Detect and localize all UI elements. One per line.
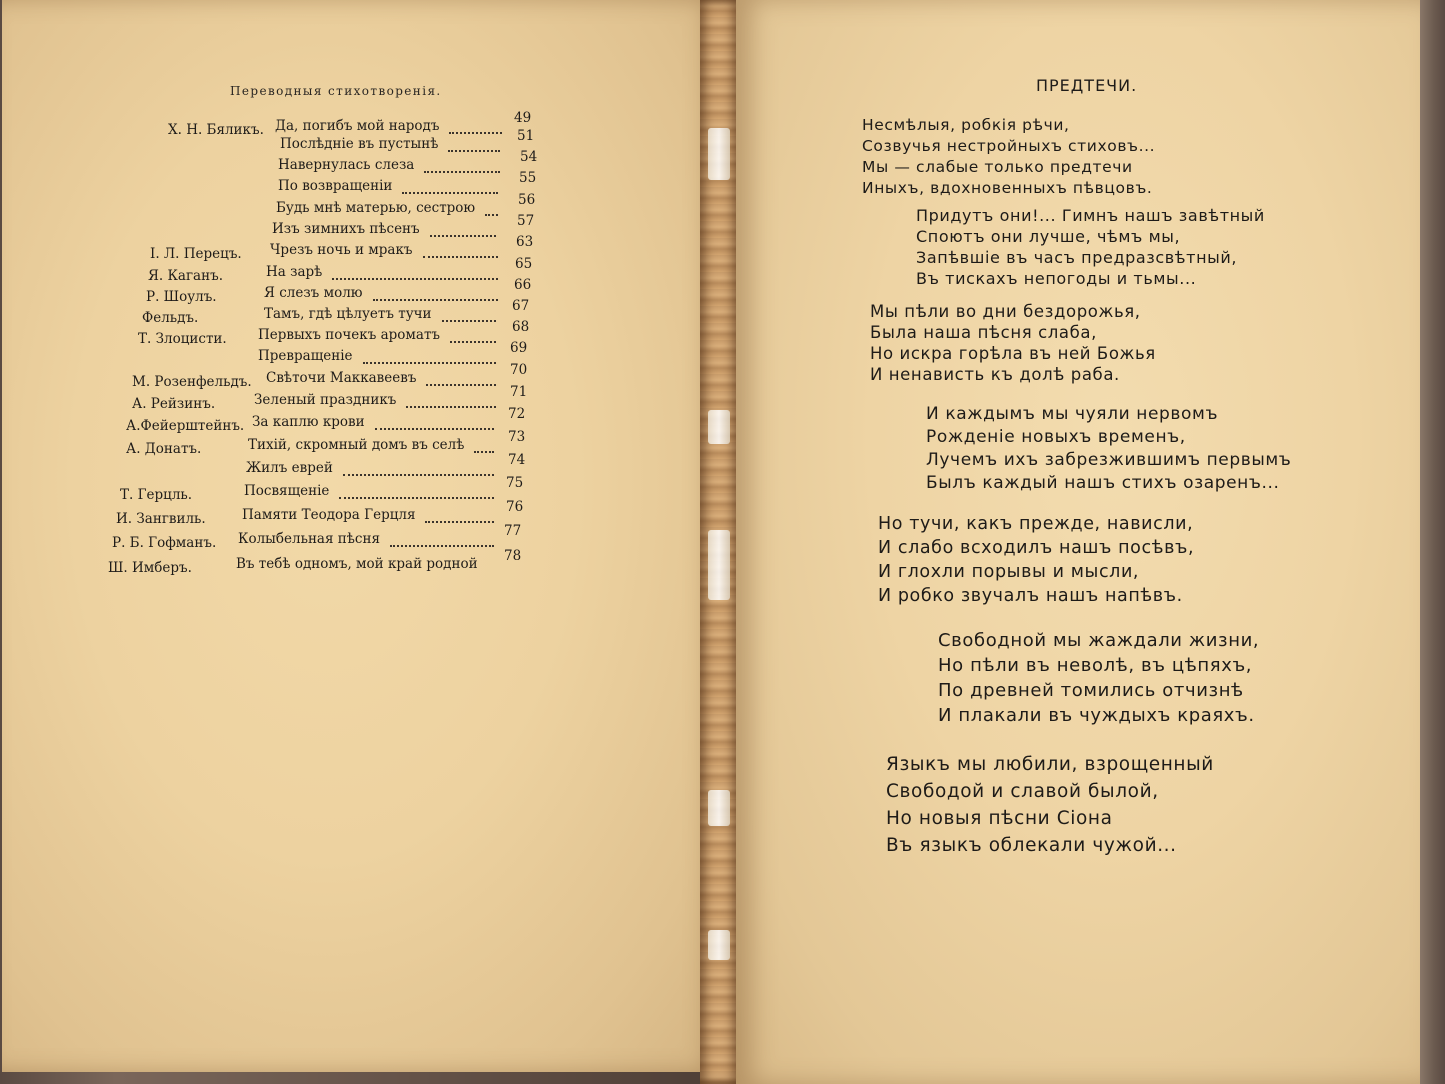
- poem-line: Мы — слабые только предтечи: [862, 158, 1133, 176]
- poem-line: Но искра горѣла въ ней Божья: [870, 344, 1156, 363]
- toc-page-number: 71: [510, 384, 528, 400]
- poem-line: Лучемъ ихъ забрезжившимъ первымъ: [926, 450, 1292, 470]
- toc-page-number: 73: [508, 429, 526, 445]
- toc-title: Изъ зимнихъ пѣсенъ: [272, 221, 420, 237]
- toc-page-number: 75: [506, 475, 524, 491]
- toc-author: Я. Каганъ.: [148, 268, 223, 284]
- toc-title: Превращеніе: [258, 348, 353, 364]
- toc-title: Я слезъ молю: [264, 285, 363, 301]
- leader-dots: [449, 130, 502, 134]
- toc-author: Р. Б. Гофманъ.: [112, 535, 217, 551]
- left-page: [2, 0, 720, 1072]
- leader-dots: [442, 318, 496, 322]
- leader-dots: [485, 212, 498, 216]
- toc-author: І. Л. Перецъ.: [150, 246, 242, 262]
- poem-line: И робко звучалъ нашъ напѣвъ.: [878, 586, 1183, 606]
- poem-line: Споютъ они лучше, чѣмъ мы,: [916, 227, 1181, 246]
- toc-title: Свѣточи Маккавеевъ: [266, 370, 417, 386]
- poem-line: Въ языкъ облекали чужой...: [886, 835, 1177, 856]
- toc-page-number: 57: [517, 213, 535, 229]
- toc-page-number: 72: [508, 406, 526, 422]
- toc-title: Первыхъ почекъ ароматъ: [258, 327, 441, 343]
- poem-line: Свободной мы жаждали жизни,: [938, 630, 1260, 651]
- binding-thread: [708, 530, 730, 600]
- toc-title: Послѣдніе въ пустынѣ: [280, 136, 439, 152]
- poem-title: ПРЕДТЕЧИ.: [1036, 76, 1138, 95]
- toc-title: Жилъ еврей: [246, 460, 333, 476]
- toc-page-number: 78: [504, 548, 522, 564]
- toc-title: Зеленый праздникъ: [254, 392, 397, 408]
- binding-thread: [708, 410, 730, 444]
- toc-author: А.Фейерштейнъ.: [126, 418, 245, 434]
- toc-author: Р. Шоулъ.: [146, 289, 217, 305]
- leader-dots: [448, 148, 500, 152]
- toc-page-number: 69: [510, 340, 528, 356]
- leader-dots: [426, 382, 496, 386]
- toc-title: За каплю крови: [252, 414, 365, 430]
- toc-page-number: 56: [518, 192, 536, 208]
- toc-page-number: 67: [512, 298, 530, 314]
- poem-line: И каждымъ мы чуяли нервомъ: [926, 404, 1219, 424]
- leader-dots: [424, 169, 500, 173]
- toc-page-number: 49: [514, 110, 532, 126]
- poem-line: Несмѣлыя, робкія рѣчи,: [862, 116, 1070, 134]
- poem-line: По древней томились отчизнѣ: [938, 680, 1244, 701]
- toc-author: И. Зангвиль.: [116, 511, 206, 527]
- poem-line: Рожденіе новыхъ временъ,: [926, 427, 1186, 447]
- leader-dots: [390, 543, 494, 547]
- toc-author: Фельдъ.: [142, 310, 199, 326]
- poem-line: Запѣвшіе въ часъ предразсвѣтный,: [916, 248, 1238, 267]
- leader-dots: [430, 233, 496, 237]
- toc-author: А. Рейзинъ.: [132, 396, 216, 412]
- toc-title: Будь мнѣ матерью, сестрою: [276, 200, 476, 216]
- leader-dots: [339, 495, 494, 499]
- leader-dots: [425, 519, 494, 523]
- poem-line: Иныхъ, вдохновенныхъ пѣвцовъ.: [862, 179, 1153, 197]
- toc-title: Навернулась слеза: [278, 157, 415, 173]
- toc-page-number: 55: [519, 170, 537, 186]
- poem-line: Былъ каждый нашъ стихъ озаренъ...: [926, 473, 1280, 493]
- toc-page-number: 76: [506, 499, 524, 515]
- poem-line: И слабо всходилъ нашъ посѣвъ,: [878, 538, 1195, 558]
- poem-line: И глохли порывы и мысли,: [878, 562, 1140, 582]
- toc-author: А. Донатъ.: [126, 441, 202, 457]
- leader-dots: [450, 339, 496, 343]
- toc-title: Колыбельная пѣсня: [238, 531, 381, 547]
- toc-page-number: 51: [517, 128, 535, 144]
- toc-page-number: 77: [504, 523, 522, 539]
- leader-dots: [423, 254, 498, 258]
- cover-edge: [1418, 0, 1445, 1084]
- toc-title: Да, погибъ мой народъ: [275, 118, 440, 134]
- poem-line: Свободой и славой былой,: [886, 781, 1159, 802]
- leader-dots: [474, 449, 494, 453]
- poem-line: И ненависть къ долѣ раба.: [870, 365, 1120, 384]
- toc-page-number: 74: [508, 452, 526, 468]
- toc-title: Тихій, скромный домъ въ селѣ: [248, 437, 465, 453]
- toc-title: Чрезъ ночь и мракъ: [270, 242, 413, 258]
- leader-dots: [373, 297, 498, 301]
- leader-dots: [332, 276, 498, 280]
- toc-author: Т. Герцль.: [120, 487, 193, 503]
- toc-author: Ш. Имберъ.: [108, 560, 192, 576]
- toc-author: Т. Злоцисти.: [138, 331, 227, 347]
- poem-line: И плакали въ чуждыхъ краяхъ.: [938, 705, 1255, 726]
- poem-line: Въ тискахъ непогоды и тьмы...: [916, 269, 1197, 288]
- toc-page-number: 63: [516, 234, 534, 250]
- binding-thread: [708, 790, 730, 826]
- toc-page-number: 65: [515, 256, 533, 272]
- leader-dots: [375, 426, 494, 430]
- toc-page-number: 66: [514, 277, 532, 293]
- toc-title: Въ тебѣ одномъ, мой край родной: [236, 556, 478, 572]
- toc-title: На зарѣ: [266, 264, 323, 280]
- leader-dots: [363, 360, 496, 364]
- toc-title: Посвященіе: [244, 483, 330, 499]
- toc-title: Памяти Теодора Герцля: [242, 507, 416, 523]
- toc-title: Тамъ, гдѣ цѣлуетъ тучи: [264, 306, 432, 322]
- leader-dots: [402, 190, 498, 194]
- poem-line: Языкъ мы любили, взрощенный: [886, 754, 1214, 775]
- toc-page-number: 68: [512, 319, 530, 335]
- right-page: [736, 0, 1420, 1084]
- leader-dots: [343, 472, 494, 476]
- contents-heading: Переводныя стихотворенія.: [230, 84, 442, 98]
- toc-author: М. Розенфельдъ.: [132, 374, 252, 390]
- binding-thread: [708, 930, 730, 960]
- toc-title: По возвращеніи: [278, 178, 393, 194]
- poem-line: Но пѣли въ неволѣ, въ цѣпяхъ,: [938, 655, 1253, 676]
- poem-line: Но тучи, какъ прежде, нависли,: [878, 514, 1194, 534]
- binding-thread: [708, 128, 730, 180]
- toc-page-number: 70: [510, 362, 528, 378]
- toc-page-number: 54: [520, 149, 538, 165]
- leader-dots: [406, 404, 496, 408]
- poem-line: Созвучья нестройныхъ стиховъ...: [862, 137, 1156, 155]
- poem-line: Придутъ они!... Гимнъ нашъ завѣтный: [916, 206, 1265, 225]
- poem-line: Была наша пѣсня слаба,: [870, 323, 1097, 342]
- poem-line: Но новыя пѣсни Сіона: [886, 808, 1113, 829]
- poem-line: Мы пѣли во дни бездорожья,: [870, 302, 1141, 321]
- toc-author: Х. Н. Бяликъ.: [168, 122, 264, 138]
